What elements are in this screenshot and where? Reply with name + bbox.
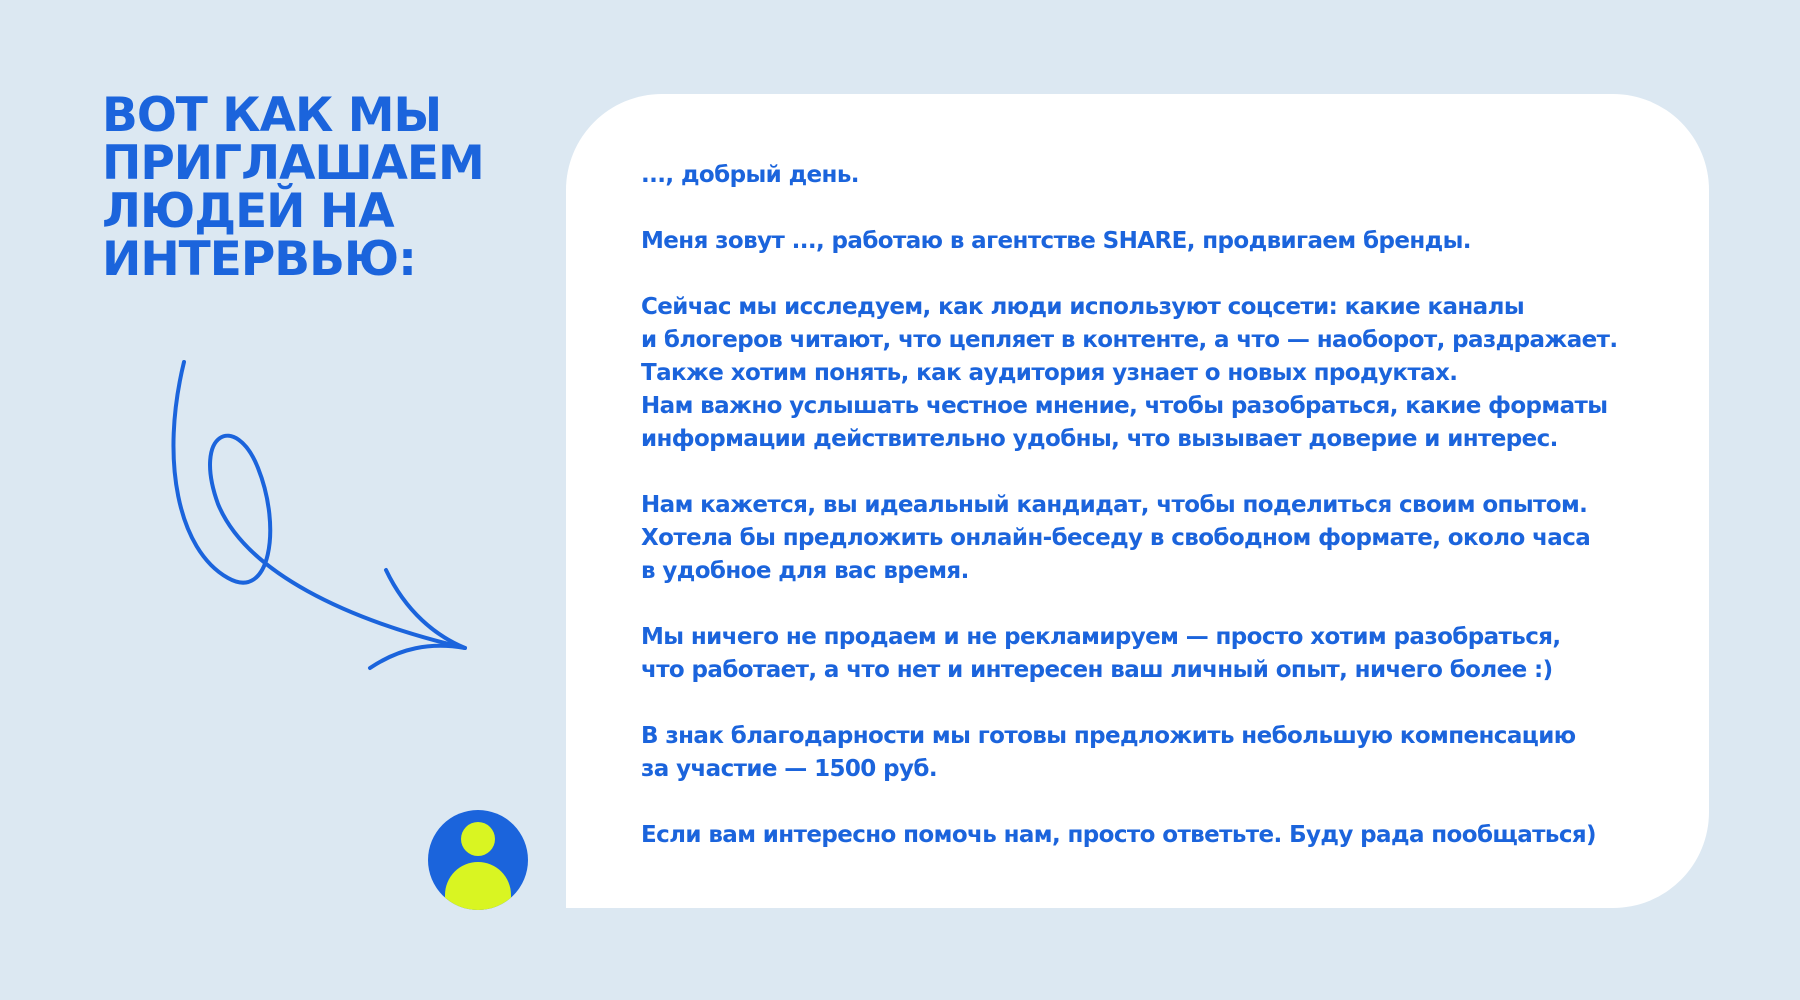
page-title (102, 88, 522, 287)
avatar-head (461, 822, 495, 856)
message-line: ..., добрый день. (641, 162, 859, 188)
message-paragraph (641, 720, 1669, 786)
message-line: Также хотим понять, как аудитория узнает о новых продуктах. (641, 360, 1458, 386)
page-title-line: ИНТЕРВЬЮ: (102, 232, 416, 287)
message-card (566, 94, 1709, 908)
message-line: что работает, а что нет и интересен ваш личный опыт, ничего более :) (641, 657, 1553, 683)
message-paragraph (641, 621, 1669, 687)
message-line: В знак благодарности мы готовы предложить небольшую компенсацию (641, 723, 1576, 749)
message-line: в удобное для вас время. (641, 558, 969, 584)
message-line: Если вам интересно помочь нам, просто ответьте. Буду рада пообщаться) (641, 822, 1596, 848)
message-line: Мы ничего не продаем и не рекламируем — просто хотим разобраться, (641, 624, 1561, 650)
message-paragraph (641, 291, 1669, 456)
message-line: Нам кажется, вы идеальный кандидат, чтобы поделиться своим опытом. (641, 492, 1588, 518)
message-line: Сейчас мы исследуем, как люди используют соцсети: какие каналы (641, 294, 1525, 320)
message-line: информации действительно удобны, что вызывает доверие и интерес. (641, 426, 1558, 452)
curly-arrow-icon (150, 350, 480, 680)
message-line: за участие — 1500 руб. (641, 756, 937, 782)
message-line: Нам важно услышать честное мнение, чтобы разобраться, какие форматы (641, 393, 1608, 419)
message-paragraph (641, 225, 1669, 258)
page-title-line: ЛЮДЕЙ НА (102, 184, 394, 239)
message-line: Хотела бы предложить онлайн-беседу в свободном формате, около часа (641, 525, 1591, 551)
page-title-line: ПРИГЛАШАЕМ (102, 136, 484, 191)
avatar-body (445, 862, 511, 910)
message-paragraph (641, 819, 1669, 852)
message-line: и блогеров читают, что цепляет в контенте, а что — наоборот, раздражает. (641, 327, 1618, 353)
message-paragraph (641, 159, 1669, 192)
page-title-line: ВОТ КАК МЫ (102, 88, 442, 143)
message-line: Меня зовут ..., работаю в агентстве SHARE, продвигаем бренды. (641, 228, 1471, 254)
user-avatar-icon (428, 810, 528, 910)
message-paragraph (641, 489, 1669, 588)
